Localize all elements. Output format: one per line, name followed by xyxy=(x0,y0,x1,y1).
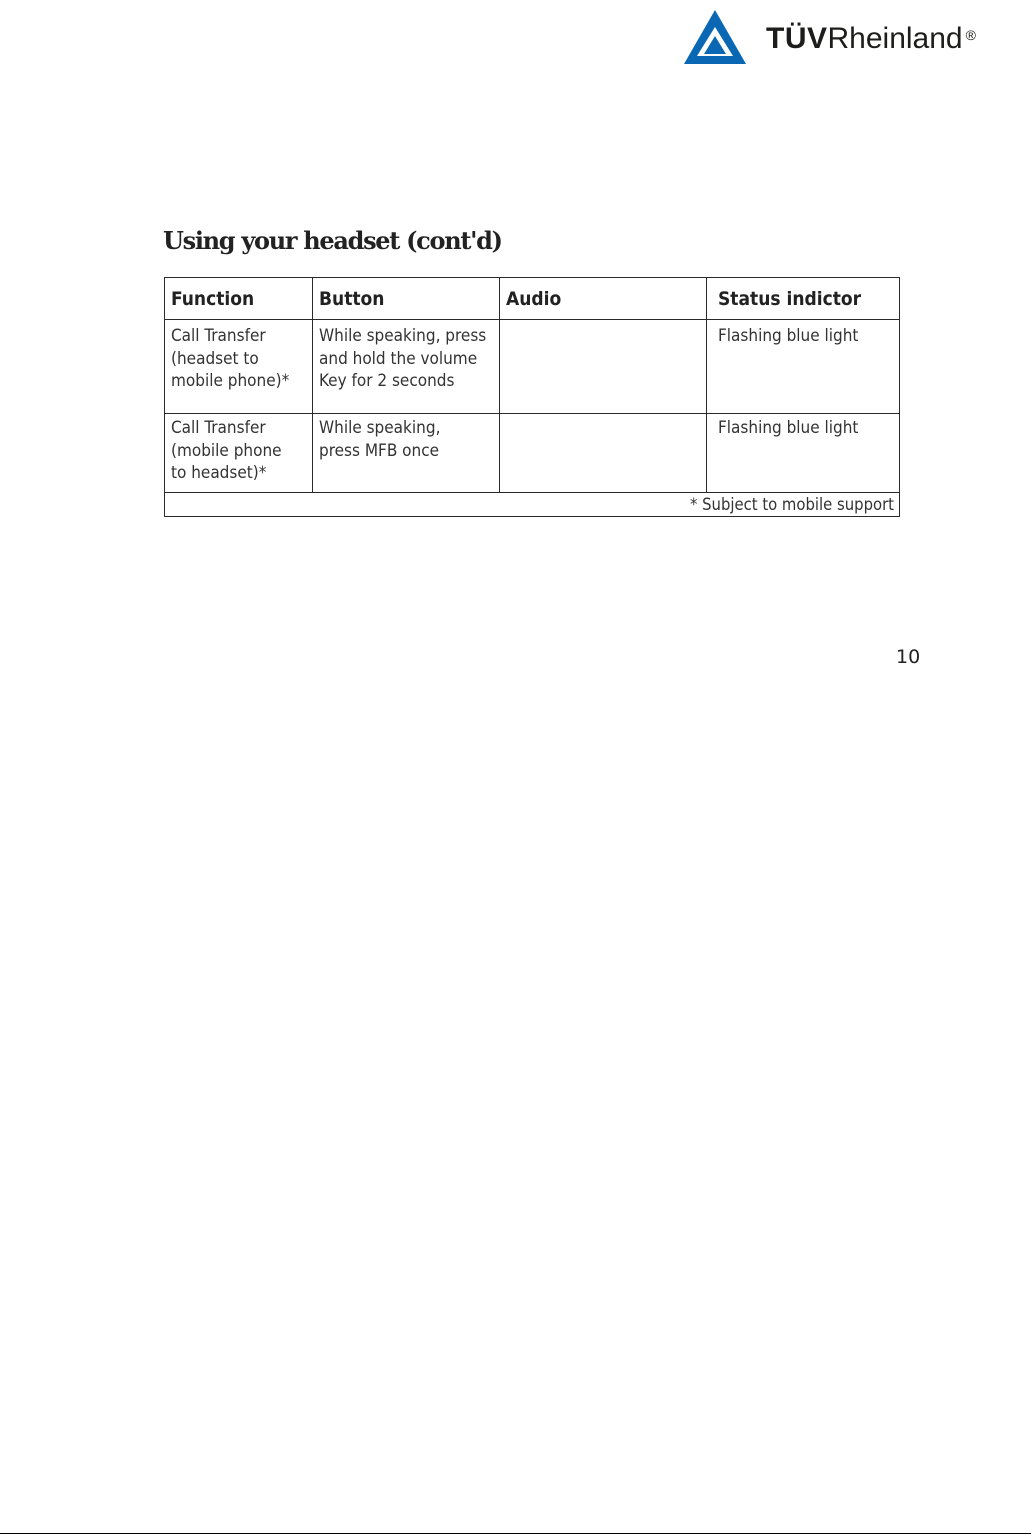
cell-line: mobile phone)* xyxy=(171,371,290,391)
cell-line: (headset to xyxy=(171,348,259,369)
page-bottom-divider xyxy=(0,1533,1031,1534)
page-number: 10 xyxy=(896,646,921,668)
logo-brand-bold: TÜV xyxy=(766,22,828,55)
section-heading: Using your headset (cont'd) xyxy=(163,226,502,255)
function-cell xyxy=(165,414,313,493)
logo-wordmark xyxy=(766,22,976,56)
button-cell xyxy=(313,320,500,414)
header-audio: Audio xyxy=(500,278,707,320)
cell-line: press MFB once xyxy=(319,440,440,461)
audio-cell xyxy=(500,320,707,414)
cell-line: While speaking, press xyxy=(319,326,487,346)
header-function: Function xyxy=(165,278,313,320)
cell-line: Call Transfer xyxy=(171,418,266,438)
footnote-row xyxy=(165,493,900,517)
status-cell: Flashing blue light xyxy=(707,414,900,493)
cell-line: (mobile phone xyxy=(171,440,282,461)
logo-brand-regular: Rheinland xyxy=(827,22,963,55)
footnote: * Subject to mobile support xyxy=(165,493,900,517)
function-cell xyxy=(165,320,313,414)
function-table xyxy=(164,277,900,517)
registered-mark: ® xyxy=(965,27,976,43)
header-button: Button xyxy=(313,278,500,320)
cell-line: Call Transfer xyxy=(171,326,266,346)
header-status: Status indictor xyxy=(707,278,900,320)
cell-line: Key for 2 seconds xyxy=(319,371,455,391)
status-cell: Flashing blue light xyxy=(707,320,900,414)
button-cell xyxy=(313,414,500,493)
audio-cell xyxy=(500,414,707,493)
tuv-rheinland-logo xyxy=(682,8,1012,68)
table-row xyxy=(165,320,900,414)
triangle-logo-icon xyxy=(682,8,748,66)
cell-line: and hold the volume xyxy=(319,348,478,369)
table-header-row xyxy=(165,278,900,320)
cell-line: to headset)* xyxy=(171,463,267,483)
table-row xyxy=(165,414,900,493)
cell-line: While speaking, xyxy=(319,418,441,438)
